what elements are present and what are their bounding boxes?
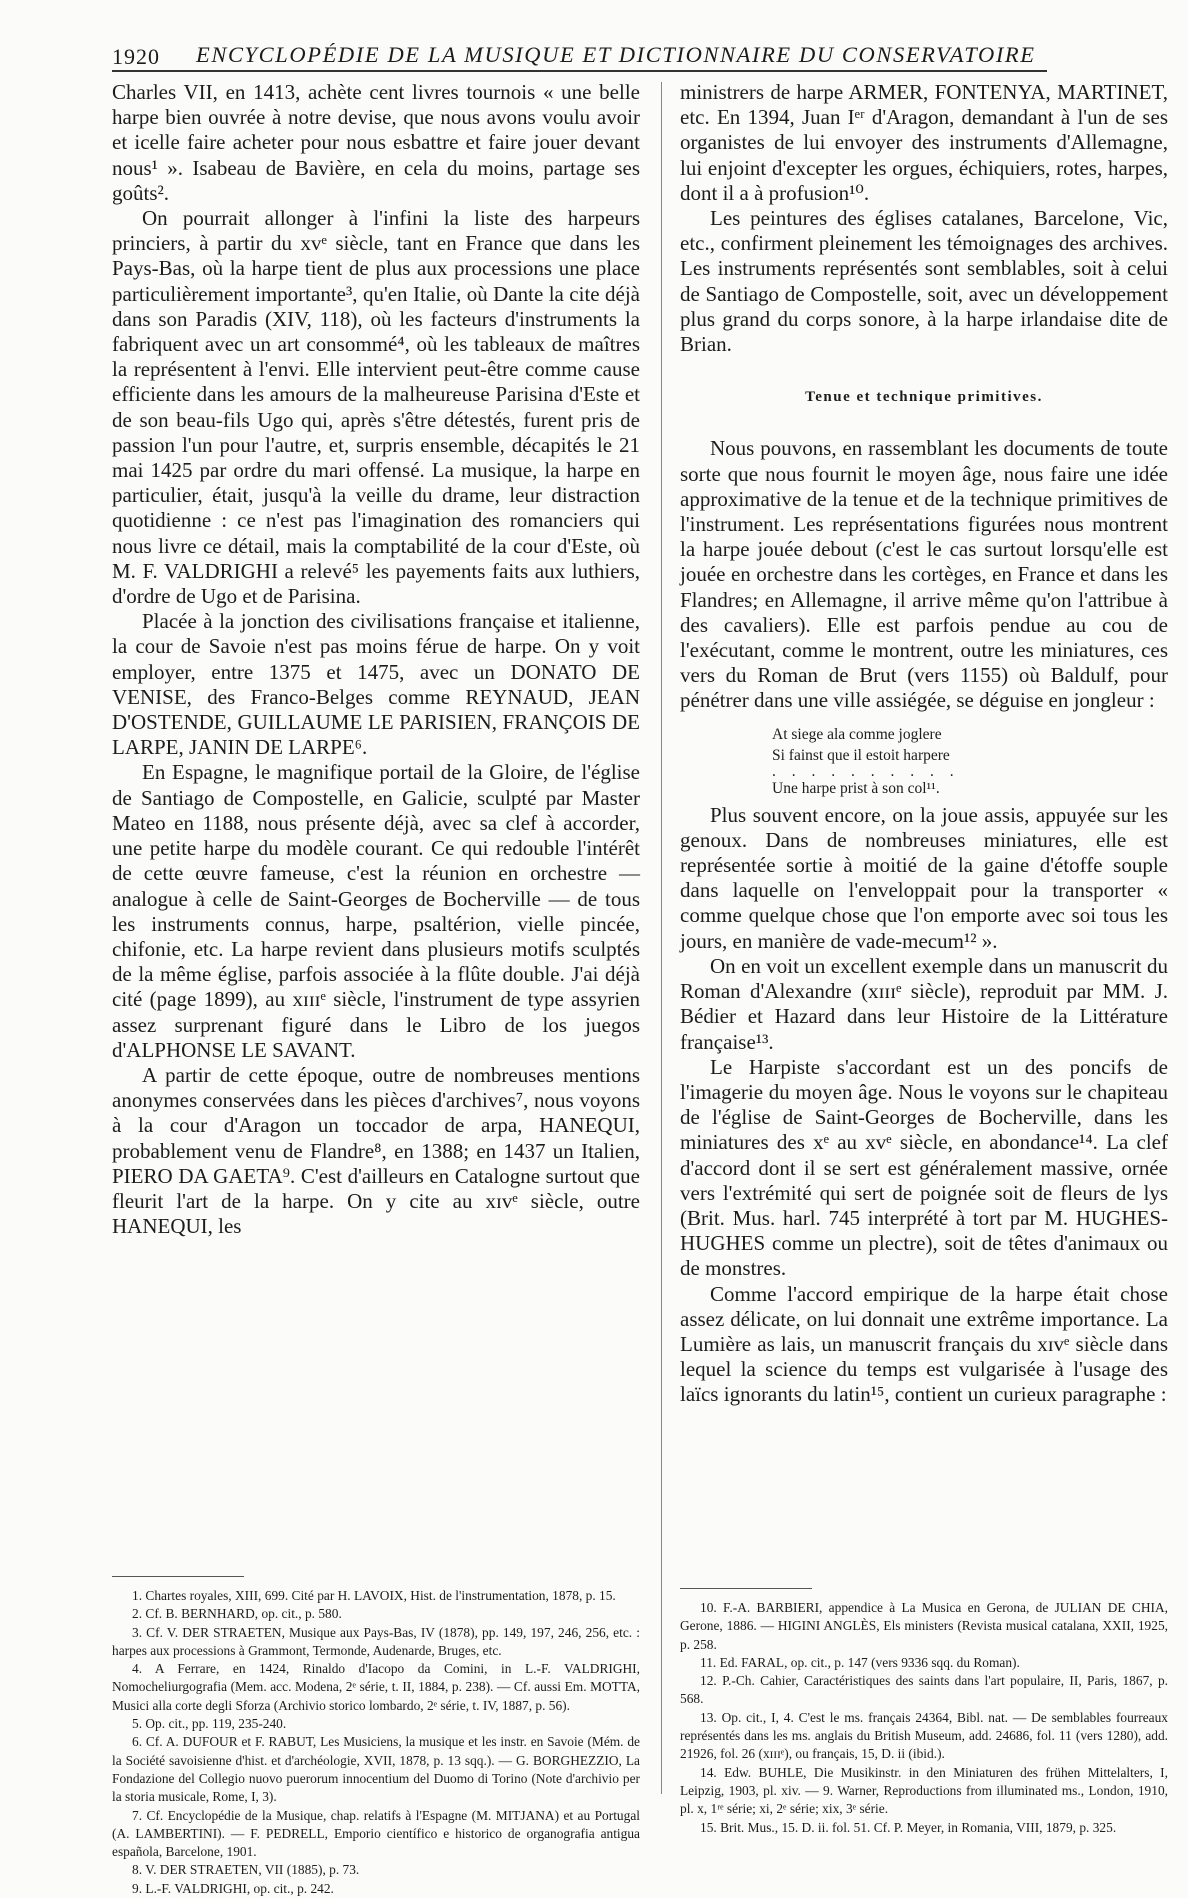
footnote: 9. L.-F. VALDRIGHI, op. cit., p. 242. (132, 1880, 334, 1896)
footnote: 10. F.-A. BARBIERI, appendice à La Musica en Gerona, de JULIAN DE CHIA, Gerone, 1886. — HIGINI ANGLÈS, Els ministers (Revista musical catalana, XXII, 1925, p. 258. (680, 1600, 1168, 1652)
footnote: 1. Chartes royales, XIII, 699. Cité par H. LAVOIX, Hist. de l'instrumentation, 1878, p. 15. (132, 1588, 616, 1603)
verse-line: Une harpe prist à son col¹¹. (772, 779, 940, 797)
running-title: ENCYCLOPÉDIE DE LA MUSIQUE ET DICTIONNAIRE DU CONSERVATOIRE (196, 42, 1036, 67)
paragraph: Le Harpiste s'accordant est un des poncifs de l'imagerie du moyen âge. Nous le voyons sur le chapiteau de l'église de Saint-Georges de Bocherville, dans les miniatures des xᵉ au xvᵉ siècle, en abondance¹⁴. La clef d'accord dont il se sert est généralement massive, ornée vers l'extrémité qui sert de poignée soit de fleurs de lys (Brit. Mus. harl. 745 interprété à tort par M. HUGHES-HUGHES comme un plectre), soit de têtes d'animaux ou de monstres. (680, 1054, 1168, 1281)
paragraph: Placée à la jonction des civilisations française et italienne, la cour de Savoie n'est pas moins férue de harpe. On y voit employer, entre 1375 et 1475, avec un DONATO DE VENISE, des Franco-Belges comme REYNAUD, JEAN D'OSTENDE, GUILLAUME LE PARISIEN, FRANÇOIS DE LARPE, JANIN DE LARPE⁶. (112, 609, 640, 760)
paragraph: On en voit un excellent exemple dans un manuscrit du Roman d'Alexandre (xɪɪɪᵉ siècle), reproduit par MM. J. Bédier et Hazard dans leur Histoire de la Littérature française¹³. (680, 953, 1168, 1054)
paragraph: Charles VII, en 1413, achète cent livres tournois « une belle harpe bien ouvrée à notre devise, que nous avons voulu avoir et icelle faire acheter pour nous esbattre et faire jouer devant nous¹ ». Isabeau de Bavière, en cela du moins, partage ses goûts². (112, 80, 640, 205)
footnote: 3. Cf. V. DER STRAETEN, Musique aux Pays-Bas, IV (1878), pp. 149, 197, 246, 256, etc. : harpes aux processions à Grammont, Termonde, Audenarde, Bruges, etc. (112, 1624, 640, 1658)
paragraph: A partir de cette époque, outre de nombreuses mentions anonymes conservées dans les pièces d'archives⁷, nous voyons à la cour d'Aragon un toccador de arpa, HANEQUI, probablement venu de Flandre⁸, en 1388; en 1437 un Italien, PIERO DA GAETA⁹. C'est d'ailleurs en Catalogne surtout que fleurit l'art de la harpe. On y cite au xɪᴠᵉ siècle, outre HANEQUI, les (112, 1062, 640, 1239)
paragraph: ministrers de harpe ARMER, FONTENYA, MARTINET, etc. En 1394, Juan Iᵉʳ d'Aragon, demandant à l'un de ses organistes de lui envoyer des instruments d'Allemagne, lui enjoint d'excepter les orgues, échiquiers, rotes, harpes, dont il a à profusion¹⁰. (680, 80, 1168, 205)
footnote: 8. V. DER STRAETEN, VII (1885), p. 73. (132, 1862, 360, 1878)
right-column (680, 80, 1168, 1408)
footnote-rule (112, 1576, 244, 1577)
right-footnotes (680, 1588, 1168, 1837)
paragraph: Nous pouvons, en rassemblant les documents de toute sorte que nous fournit le moyen âge, nous faire une idée approximative de la tenue et de la technique primitives de l'instrument. Les représentations figurées nous montrent la harpe jouée debout (c'est le cas surtout lorsqu'elle est jouée en orchestre dans les cortèges, en France et dans les Flandres; en Allemagne, il arrive même qu'on l'attribue à des cavaliers). Elle est parfois pendue au cou de l'exécutant, comme le montrent, outre les miniatures, ces vers du Roman de Brut (vers 1155) où Baldulf, pour pénétrer dans une ville assiégée, se déguise en jongleur : (680, 436, 1168, 713)
footnote: 14. Edw. BUHLE, Die Musikinstr. in den Miniaturen des frühen Mittelalters, I, Leipzig, 1903, pl. xiv. — 9. Warner, Reproductions from illuminated ms., London, 1910, pl. x, 1ʳᵉ série; xi, 2ᵉ série; xix, 3ᵉ série. (680, 1764, 1168, 1817)
verse-quote (680, 724, 1168, 799)
footnote: 13. Op. cit., I, 4. C'est le ms. français 24364, Bibl. nat. — De semblables fourreaux représentés dans les ms. anglais du British Museum, add. 24686, fol. 11 (vers 1280), add. 21926, fol. 26 (xɪɪɪᵉ), ou français, 15, D. ii (ibid.). (680, 1709, 1168, 1762)
verse-line: Si fainst que il estoit harpere (772, 746, 950, 764)
verse-line: At siege ala comme joglere (772, 725, 942, 743)
footnote: 15. Brit. Mus., 15. D. ii. fol. 51. Cf. P. Meyer, in Romania, VIII, 1879, p. 325. (700, 1819, 1117, 1835)
paragraph: En Espagne, le magnifique portail de la Gloire, de l'église de Santiago de Compostelle, en Galicie, sculpté par Master Mateo en 1188, nous présente déjà, avec sa clef à accorder, une petite harpe du modèle courant. Ce qui redouble l'intérêt de cette œuvre fameuse, c'est la réunion en orchestre — analogue à celle de Saint-Georges de Bocherville — de tous les instruments connus, harpe, psaltérion, vielle pincée, chifonie, etc. La harpe revient dans plusieurs motifs sculptés de la même église, parfois associée à la flûte double. J'ai déjà cité (page 1899), au xɪɪɪᵉ siècle, l'instrument de type assyrien assez surprenant figuré dans le Libro de los juegos d'ALPHONSE LE SAVANT. (112, 760, 640, 1062)
running-header (112, 40, 1047, 72)
left-column (112, 80, 640, 1239)
footnote: 2. Cf. B. BERNHARD, op. cit., p. 580. (132, 1606, 342, 1622)
footnote: 4. A Ferrare, en 1424, Rinaldo d'Iacopo da Comini, in L.-F. VALDRIGHI, Nomocheliurgografia (Mem. acc. Modena, 2ᵉ série, t. II, 1884, p. 238). — Cf. aussi Em. MOTTA, Musici alla corte degli Sforza (Archivio storico lombardo, 2ᵉ série, t. IV, 1887, p. 56). (112, 1661, 640, 1713)
left-footnotes (112, 1576, 640, 1898)
section-heading: Tenue et technique primitives. (805, 389, 1043, 406)
paragraph: Les peintures des églises catalanes, Barcelone, Vic, etc., confirment pleinement les témoignages des archives. Les instruments représentés sont semblables, soit à celui de Santiago de Compostelle, soit, avec un développement plus grand du corps sonore, à la harpe irlandaise dite de Brian. (680, 206, 1168, 357)
footnote: 12. P.-Ch. Cahier, Caractéristiques des saints dans l'art populaire, II, Paris, 1867, p. 568. (680, 1673, 1168, 1707)
paragraph: On pourrait allonger à l'infini la liste des harpeurs princiers, à partir du xvᵉ siècle, tant en France que dans les Pays-Bas, où la harpe tient de plus aux processions une place particulièrement importante³, qu'en Italie, où Dante la cite déjà dans son Paradis (XIV, 118), où les facteurs d'instruments la fabriquent avec un art consommé⁴, où les tableaux de maîtres la représentent à l'envi. Elle intervient peut-être comme cause efficiente dans les amours de la malheureuse Parisina d'Este et de son beau-fils Ugo qui, après s'être détestés, furent pris de passion l'un pour l'autre, et, surpris ensemble, décapités le 21 mai 1425 par ordre du mari offensé. La musique, la harpe en particulier, était, jusqu'à la veille du drame, leur distraction quotidienne : ce n'est pas l'imagination des romanciers qui nous livre ce détail, mais la comptabilité de la cour d'Este, où M. F. VALDRIGHI a relevé⁵ les payements faits aux luthiers, d'ordre de Ugo et de Parisina. (112, 206, 640, 609)
paragraph: Plus souvent encore, on la joue assis, appuyée sur les genoux. Dans de nombreuses miniatures, elle est représentée sortie à moitié de la gaine d'étoffe souple dans laquelle on l'enveloppait pour la transporter « comme quelque chose que l'on emporte avec soi tous les jours, en manière de vade-mecum¹² ». (680, 802, 1168, 953)
footnote: 6. Cf. A. DUFOUR et F. RABUT, Les Musiciens, la musique et les instr. en Savoie (Mém. de la Société savoisienne d'hist. et d'archéologie, XVII, 1878, p. 13 sqq.). — G. BORGHEZZIO, La Fondazione del Collegio nuovo puerorum innocentium del Duomo di Torino (Note d'archivio per la storia musicale, Rome, I, 3). (112, 1734, 640, 1805)
paragraph: Comme l'accord empirique de la harpe était chose assez délicate, on lui donnait une extrême importance. La Lumière as lais, un manuscrit français du xɪᴠᵉ siècle dans lequel la science du temps est vulgarisée à l'usage des laïcs ignorants du latin¹⁵, contient un curieux paragraphe : (680, 1281, 1168, 1407)
footnote: 5. Op. cit., pp. 119, 235-240. (132, 1716, 287, 1732)
footnote: 11. Ed. FARAL, op. cit., p. 147 (vers 9336 sqq. du Roman). (700, 1654, 1020, 1670)
header-rule (112, 70, 1047, 72)
column-divider (661, 82, 662, 1794)
page-number: 1920 (112, 44, 160, 69)
footnote: 7. Cf. Encyclopédie de la Musique, chap. relatifs à l'Espagne (M. MITJANA) et au Portugal (A. LAMBERTINI). — F. PEDRELL, Emporio científico e historico de organografia antigua española, Barcelone, 1901. (112, 1807, 640, 1860)
footnote-rule (680, 1588, 812, 1589)
verse-ellipsis: . . . . . . . . . . (772, 762, 960, 780)
